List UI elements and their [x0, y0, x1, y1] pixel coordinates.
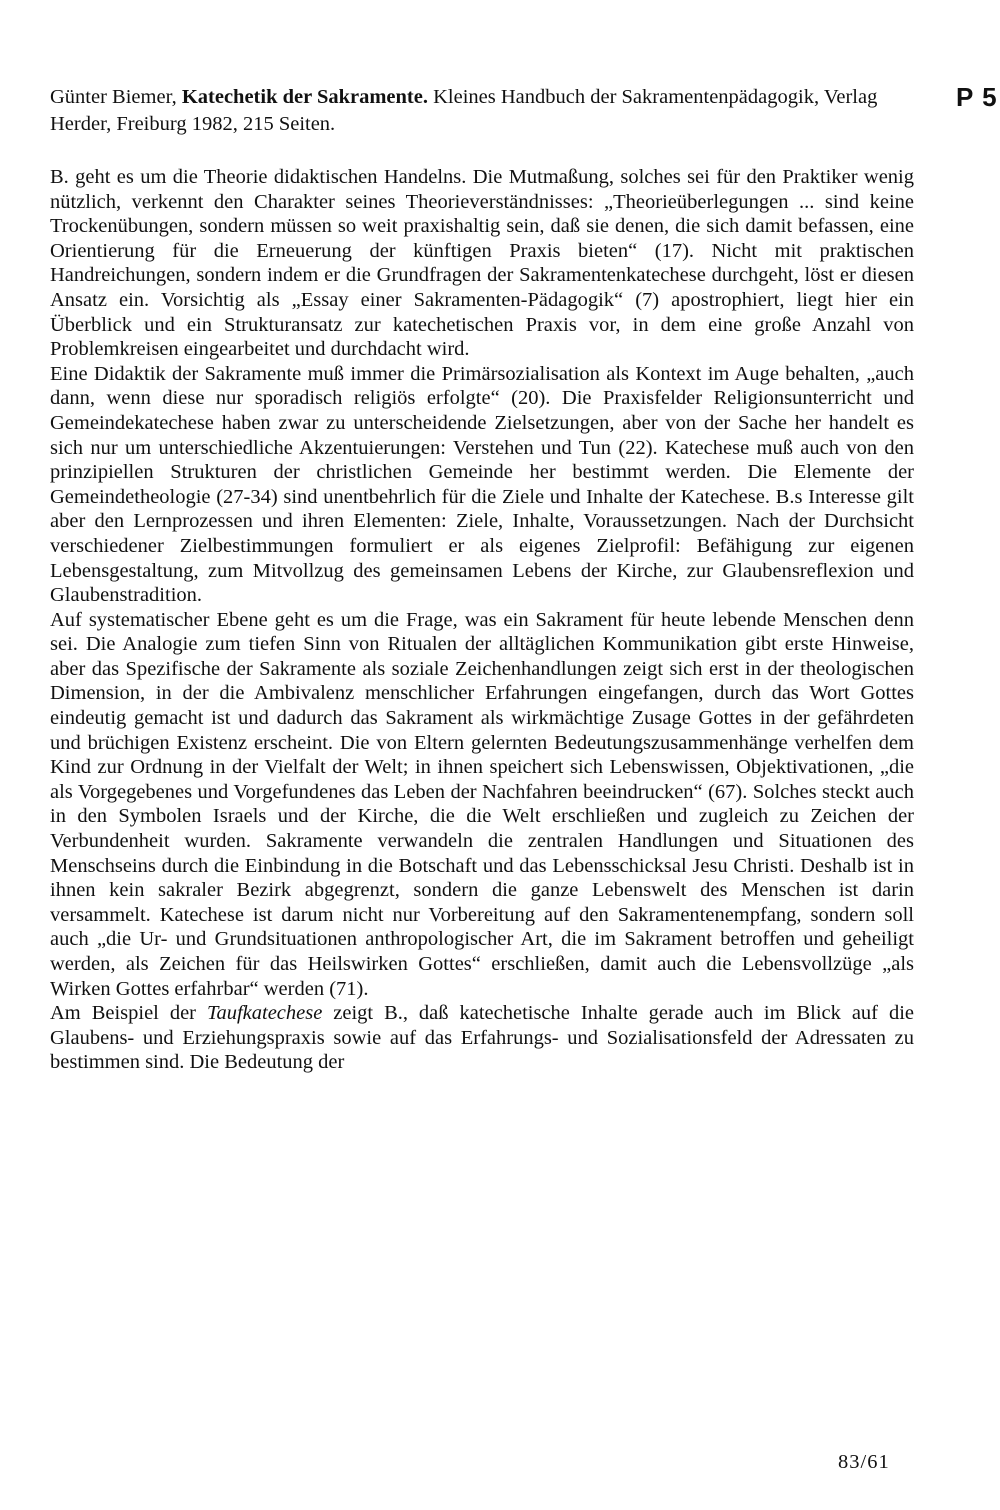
bibliography [50, 84, 914, 138]
review-page [50, 84, 914, 1075]
paragraph-2: Eine Didaktik der Sakramente muß immer die Primärsozialisation als Kontext im Auge behalten, „auch dann, wenn diese nur sporadisch religiös erfolgte“ (20). Die Praxisfelder Religionsunterricht und Gemeindekatechese haben zwar zu unterscheidende Zielsetzungen, aber von der Sache her handelt es sich nur um unterschiedliche Akzentuierungen: Verstehen und Tun (22). Katechese muß auch von den prinzipiellen Strukturen der christlichen Gemeinde her bestimmt werden. Die Elemente der Gemeindetheologie (27-34) sind unentbehrlich für die Ziele und Inhalte der Katechese. B.s Interesse gilt aber den Lernprozessen und ihren Elementen: Ziele, Inhalte, Voraussetzungen. Nach der Durchsicht verschiedener Zielbestimmungen formuliert er als eigenes Zielprofil: Befähigung zur eigenen Lebensgestaltung, zum Mitvollzug des gemeinsamen Lebens der Kirche, zur Glaubensreflexion und Glaubenstradition. [50, 362, 914, 607]
paragraph-3: Auf systematischer Ebene geht es um die Frage, was ein Sakrament für heute lebende Menschen denn sei. Die Analogie zum tiefen Sinn von Ritualen der alltäglichen Kommunikation gibt erste Hinweise, aber das Spezifische der Sakramente als soziale Zeichenhandlungen zeigt sich erst in der theologischen Dimension, in der die Ambivalenz menschlicher Erfahrungen eingefangen, durch das Wort Gottes eindeutig gemacht ist und dadurch das Sakrament als wirkmächtige Zusage Gottes in der gefährdeten und brüchigen Existenz erscheint. Die von Eltern gelernten Bedeutungszusammenhänge verhelfen dem Kind zur Ordnung in der Vielfalt der Welt; in ihnen speichert sich Lebenswissen, Objektivationen, „die als Vorgegebenes und Vorgefundenes das Leben der Nachfahren beeindrucken“ (67). Solches steckt auch in den Symbolen Israels und der Kirche, die die Welt erschließen und zugleich zu Zeichen der Verbundenheit wurden. Sakramente verwandeln die zentralen Handlungen und Situationen des Menschseins durch die Einbindung in die Botschaft und das Lebensschicksal Jesu Christi. Deshalb ist in ihnen kein sakraler Bezirk abgegrenzt, sondern die ganze Lebenswelt des Menschen ist darin versammelt. Katechese ist darum nicht nur Vorbereitung auf den Sakramentenempfang, sondern soll auch „die Ur- und Grundsituationen anthropologischer Art, die im Sakrament betroffen und geheiligt werden, als Zeichen für das Heilswirken Gottes“ erschließen, damit auch die Lebensvollzüge „als Wirken Gottes erfahrbar“ werden (71). [50, 608, 914, 1000]
paragraph-4-start: Am Beispiel der [50, 1002, 207, 1025]
paragraph-4-italic: Taufkatechese [206, 1002, 323, 1025]
reference-tag: P 5 [956, 82, 998, 112]
page-number: 83/61 [838, 1451, 890, 1473]
paragraph-4-end: zeigt B., daß katechetische Inhalte gerade auch im Blick auf die Glaubens- und Erziehungspraxis sowie auf das Erfahrungs- und Sozialisationsfeld der Adressaten zu bestimmen sind. Die Bedeutung der [50, 1002, 914, 1074]
bibliography-details: Kleines Handbuch der Sakramentenpädagogik, Verlag Herder, Freiburg 1982, 215 Seiten. [50, 86, 878, 135]
paragraph-1: B. geht es um die Theorie didaktischen Handelns. Die Mutmaßung, solches sei für den Praktiker wenig nützlich, verkennt den Charakter seines Theorieverständnisses: „Theorieüberlegungen ... sind keine Trockenübungen, sondern müssen so weit praxishaltig sein, daß sie denen, die sich damit befassen, eine Orientierung für die Erneuerung der künftigen Praxis bieten“ (17). Nicht mit praktischen Handreichungen, sondern indem er die Grundfragen der Sakramentenkatechese durchgeht, löst er diesen Ansatz ein. Vorsichtig als „Essay einer Sakramenten-Pädagogik“ (7) apostrophiert, liegt hier ein Überblick und ein Strukturansatz zur katechetischen Praxis vor, in dem eine große Anzahl von Problemkreisen eingearbeitet und durchdacht wird. [50, 166, 914, 361]
paragraph-4 [50, 1001, 914, 1075]
book-title: Katechetik der Sakramente. [181, 86, 428, 108]
author: Günter Biemer, [50, 86, 182, 108]
